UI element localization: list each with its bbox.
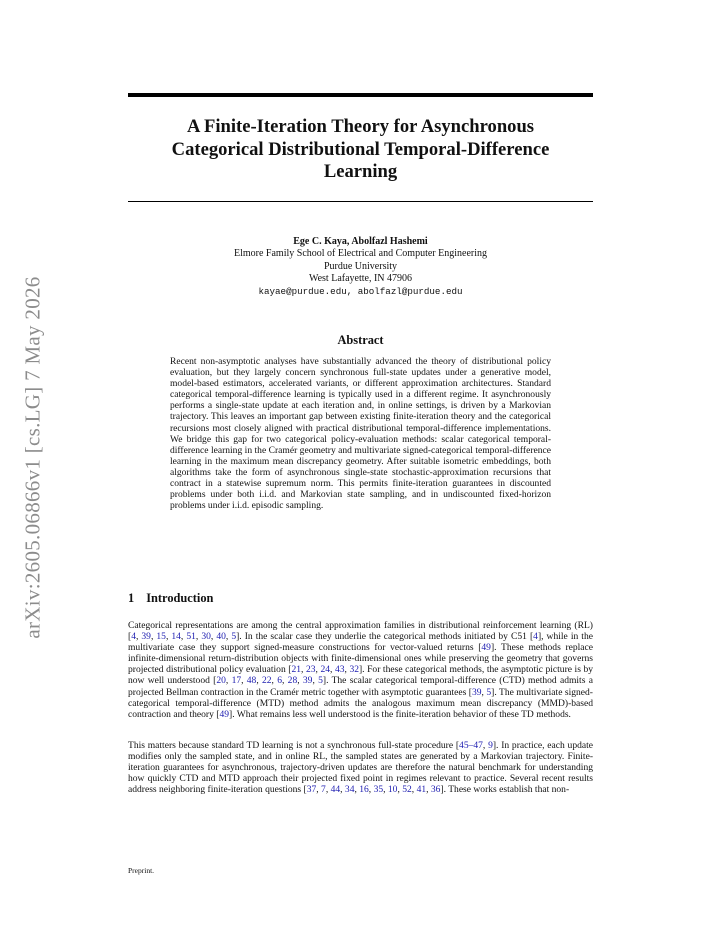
citation-link[interactable]: 6 [277,675,282,687]
intro-paragraph-2: This matters because standard TD learning is not a synchronous full-state procedure [45–47, 9]. In practice, each update modifies only the sampled state, and in online RL, the sampled states are generated by a Markovian trajectory. Finite-iteration guarantees for asynchronous, trajectory-driven updates are therefore the natural benchmark for understanding how quickly CTD and MTD approach their projected fixed point in regimes relevant to practice. Several recent results address neighboring finite-iteration questions [37, 7, 44, 34, 16, 35, 10, 52, 41, 36]. These works establish that non- [128,740,594,796]
citation-link[interactable]: 24 [320,664,330,676]
citation-link[interactable]: 41 [416,784,427,796]
citation-link[interactable]: 44 [330,784,341,796]
citation-link[interactable]: 5 [486,686,492,698]
citation-link[interactable]: 23 [305,664,316,676]
citation-link[interactable]: 10 [387,784,398,796]
abstract-heading: Abstract [337,333,384,347]
citation-link[interactable]: 39 [141,631,151,643]
affiliation-address: West Lafayette, IN 47906 [308,273,413,285]
paper-title [128,116,593,184]
abstract-text: Recent non-asymptotic analyses have substantially advanced the theory of distributional policy evaluation, but they largely concern synchronous full-state updates under a generative model, model-based estimators, accelerated variants, or different approximation architectures. Standard categorical temporal-difference learning is typically used in a different regime. It asynchronously performs a single-state update at each iteration and, in online settings, is driven by a Markovian trajectory. This leaves an important gap between existing finite-iteration theory and the categorical recursions most closely aligned with practical distributional temporal-difference implementations. We bridge this gap for two categorical policy-evaluation methods: scalar categorical temporal-difference learning in the Cramér geometry and multivariate signed-categorical temporal-difference learning in the maximum mean discrepancy geometry. After suitable isometric embeddings, both algorithms take the form of asynchronous single-state stochastic-approximation recursions that contract in a statewise supremum norm. This permits finite-iteration guarantees in discounted problems under both i.i.d. and Markovian state sampling, and in undiscounted fixed-horizon problems under i.i.d. episodic sampling. [170,356,551,512]
affiliation-school: Elmore Family School of Electrical and Computer Engineering [234,248,487,260]
affiliation-university: Purdue University [323,260,398,272]
citation-link[interactable]: 14 [171,631,181,643]
citation-link[interactable]: 43 [334,664,345,676]
citation-link[interactable]: 40 [216,631,226,643]
citation-link[interactable]: 49 [219,708,230,720]
citation-link[interactable]: 4 [131,631,136,643]
citation-link[interactable]: 15 [156,631,166,643]
citation-link[interactable]: 4 [533,631,538,643]
title-line-1: A Finite-Iteration Theory for Asynchronous [186,116,535,137]
author-block [128,236,593,298]
arxiv-identifier: arXiv:2605.06866v1 [cs.LG] 7 May 2026 [20,275,45,639]
section-title: Introduction [146,591,214,605]
citation-link[interactable]: 52 [402,784,412,796]
arxiv-identifier-sidebar [16,262,50,652]
author-emails: kayae@purdue.edu, abolfazl@purdue.edu [258,285,463,297]
citation-link[interactable]: 28 [287,675,298,687]
title-line-2: Categorical Distributional Temporal-Difference [171,138,550,160]
title-line-3: Learning [323,161,398,182]
citation-link[interactable]: 5 [231,631,237,643]
citation-link[interactable]: 7 [321,784,326,796]
citation-link[interactable]: 34 [344,784,355,796]
citation-link[interactable]: 37 [306,784,317,796]
citation-link[interactable]: 36 [430,784,441,796]
citation-link[interactable]: 45–47 [459,740,483,751]
citation-link[interactable]: 48 [246,675,257,687]
citation-link[interactable]: 39 [472,686,482,698]
citation-link[interactable]: 17 [231,675,242,687]
citation-link[interactable]: 22 [262,675,272,687]
citation-link[interactable]: 30 [201,631,211,643]
citation-link[interactable]: 49 [481,642,491,654]
citation-link[interactable]: 39 [302,675,313,687]
citation-link[interactable]: 9 [488,740,493,751]
citation-link[interactable]: 20 [216,675,226,687]
section-number: 1 [128,591,135,605]
citation-link[interactable]: 35 [373,784,384,796]
citation-link[interactable]: 32 [349,664,359,676]
citation-link[interactable]: 16 [359,784,369,796]
footer-preprint-note: Preprint. [128,866,155,875]
section-heading-introduction [128,591,213,606]
citation-link[interactable]: 5 [318,675,323,687]
title-bottom-rule [128,201,593,202]
citation-link[interactable]: 51 [186,631,196,643]
title-top-rule [128,93,593,97]
intro-paragraph-1: Categorical representations are among the central approximation families in distributional reinforcement learning (RL) [4, 39, 15, 14, 51, 30, 40, 5]. In the scalar case they underlie the categorical methods initiated by C51 [4], while in the multivariate case they support signed-measure constructions for vector-valued returns [49]. These methods replace infinite-dimensional return-distribution objects with finite-dimensional ones while preserving the geometry that governs projected distributional policy evaluation [21, 23, 24, 43, 32]. For these categorical methods, the asymptotic picture is by now well understood [20, 17, 48, 22, 6, 28, 39, 5]. The scalar categorical temporal-difference (CTD) method admits a projected Bellman contraction in the Cramér metric together with asymptotic guarantees [39, 5]. The multivariate signed-categorical temporal-difference (MTD) method admits the analogous maximum mean discrepancy (MMD)-based contraction and theory [49]. What remains less well understood is the finite-iteration behavior of these TD methods. [128,620,594,720]
author-names: Ege C. Kaya, Abolfazl Hashemi [293,236,428,247]
citation-link[interactable]: 21 [291,664,301,676]
